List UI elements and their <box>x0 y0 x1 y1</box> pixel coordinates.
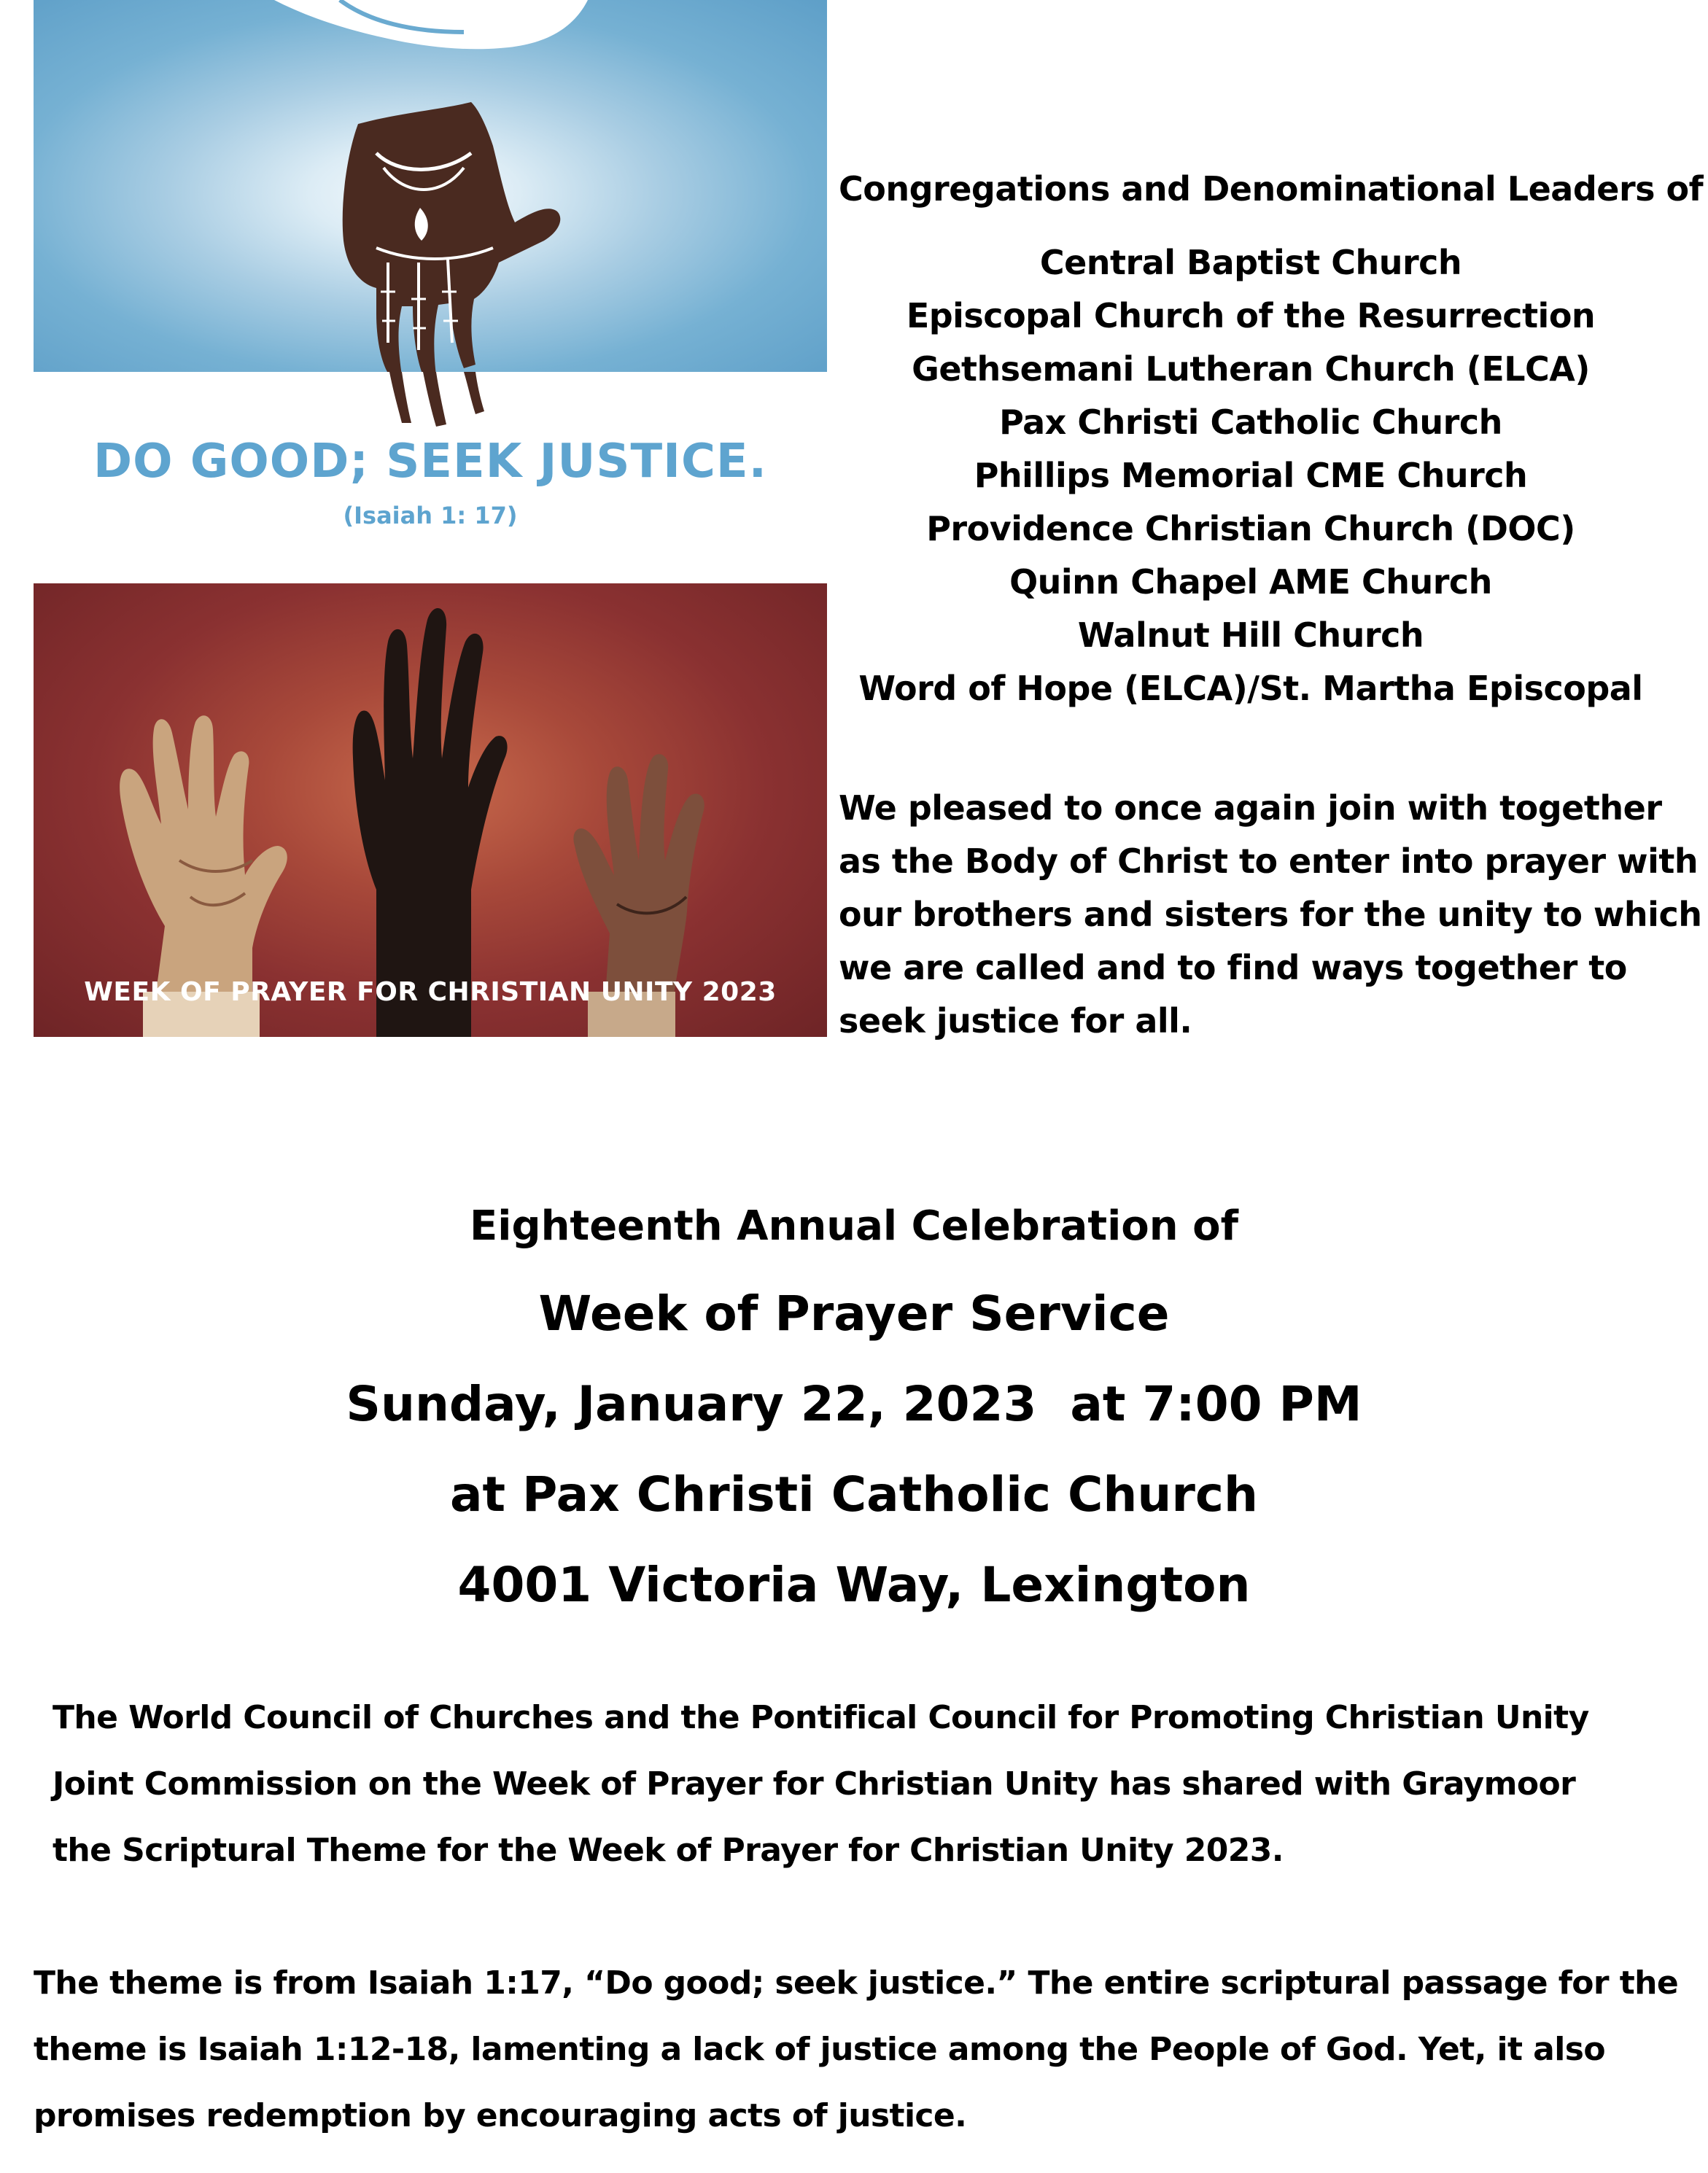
church-list <box>839 236 1663 715</box>
church-item: Gethsemani Lutheran Church (ELCA) <box>912 349 1590 389</box>
event-celebration: Eighteenth Annual Celebration of <box>470 1202 1238 1250</box>
paragraph-line: promises redemption by encouraging acts of justice. <box>34 2097 967 2134</box>
poster-slogan: DO GOOD; SEEK JUSTICE. <box>93 435 767 489</box>
intro-line: our brothers and sisters for the unity to which <box>839 895 1702 934</box>
poster-image <box>34 0 827 1037</box>
paragraph-line: The theme is from Isaiah 1:17, “Do good; seek justice.” The entire scriptural passage for the <box>34 1964 1679 2002</box>
paragraph-line: the Scriptural Theme for the Week of Prayer for Christian Unity 2023. <box>53 1832 1284 1869</box>
church-item: Pax Christi Catholic Church <box>999 403 1502 442</box>
event-service-title: Week of Prayer Service <box>538 1286 1170 1342</box>
church-item: Central Baptist Church <box>1039 243 1462 282</box>
church-item: Phillips Memorial CME Church <box>974 456 1528 495</box>
intro-line: as the Body of Christ to enter into prayer with <box>839 841 1699 881</box>
event-venue: at Pax Christi Catholic Church <box>449 1466 1259 1523</box>
intro-line: seek justice for all. <box>839 1001 1192 1041</box>
church-item: Providence Christian Church (DOC) <box>926 509 1575 548</box>
raised-hands-illustration <box>34 583 827 1037</box>
church-item: Quinn Chapel AME Church <box>1009 562 1492 602</box>
paragraph-line: theme is Isaiah 1:12-18, lamenting a lack of justice among the People of God. Yet, it also <box>34 2031 1605 2068</box>
commission-paragraph <box>53 1684 1686 1884</box>
event-address: 4001 Victoria Way, Lexington <box>457 1557 1251 1613</box>
descending-hand-illustration <box>34 0 827 372</box>
poster-slogan-reference: (Isaiah 1: 17) <box>343 502 518 529</box>
leaders-heading: Congregations and Denominational Leaders of <box>839 169 1704 209</box>
poster-top-panel <box>34 0 827 372</box>
poster-bottom-panel <box>34 583 827 1037</box>
intro-paragraph <box>839 782 1702 1048</box>
church-item: Episcopal Church of the Resurrection <box>906 296 1596 335</box>
event-details <box>0 1184 1708 1630</box>
event-datetime: Sunday, January 22, 2023 at 7:00 PM <box>346 1376 1362 1432</box>
intro-line: we are called and to find ways together to <box>839 948 1627 987</box>
poster-banner: WEEK OF PRAYER FOR CHRISTIAN UNITY 2023 <box>84 977 777 1007</box>
church-item: Word of Hope (ELCA)/St. Martha Episcopal <box>858 669 1643 708</box>
paragraph-line: The World Council of Churches and the Pontifical Council for Promoting Christian Unity <box>53 1699 1589 1736</box>
theme-paragraph <box>34 1950 1689 2149</box>
intro-line: We pleased to once again join with together <box>839 788 1662 828</box>
paragraph-line: Joint Commission on the Week of Prayer for Christian Unity has shared with Graymoor <box>53 1765 1576 1803</box>
church-item: Walnut Hill Church <box>1077 615 1424 655</box>
